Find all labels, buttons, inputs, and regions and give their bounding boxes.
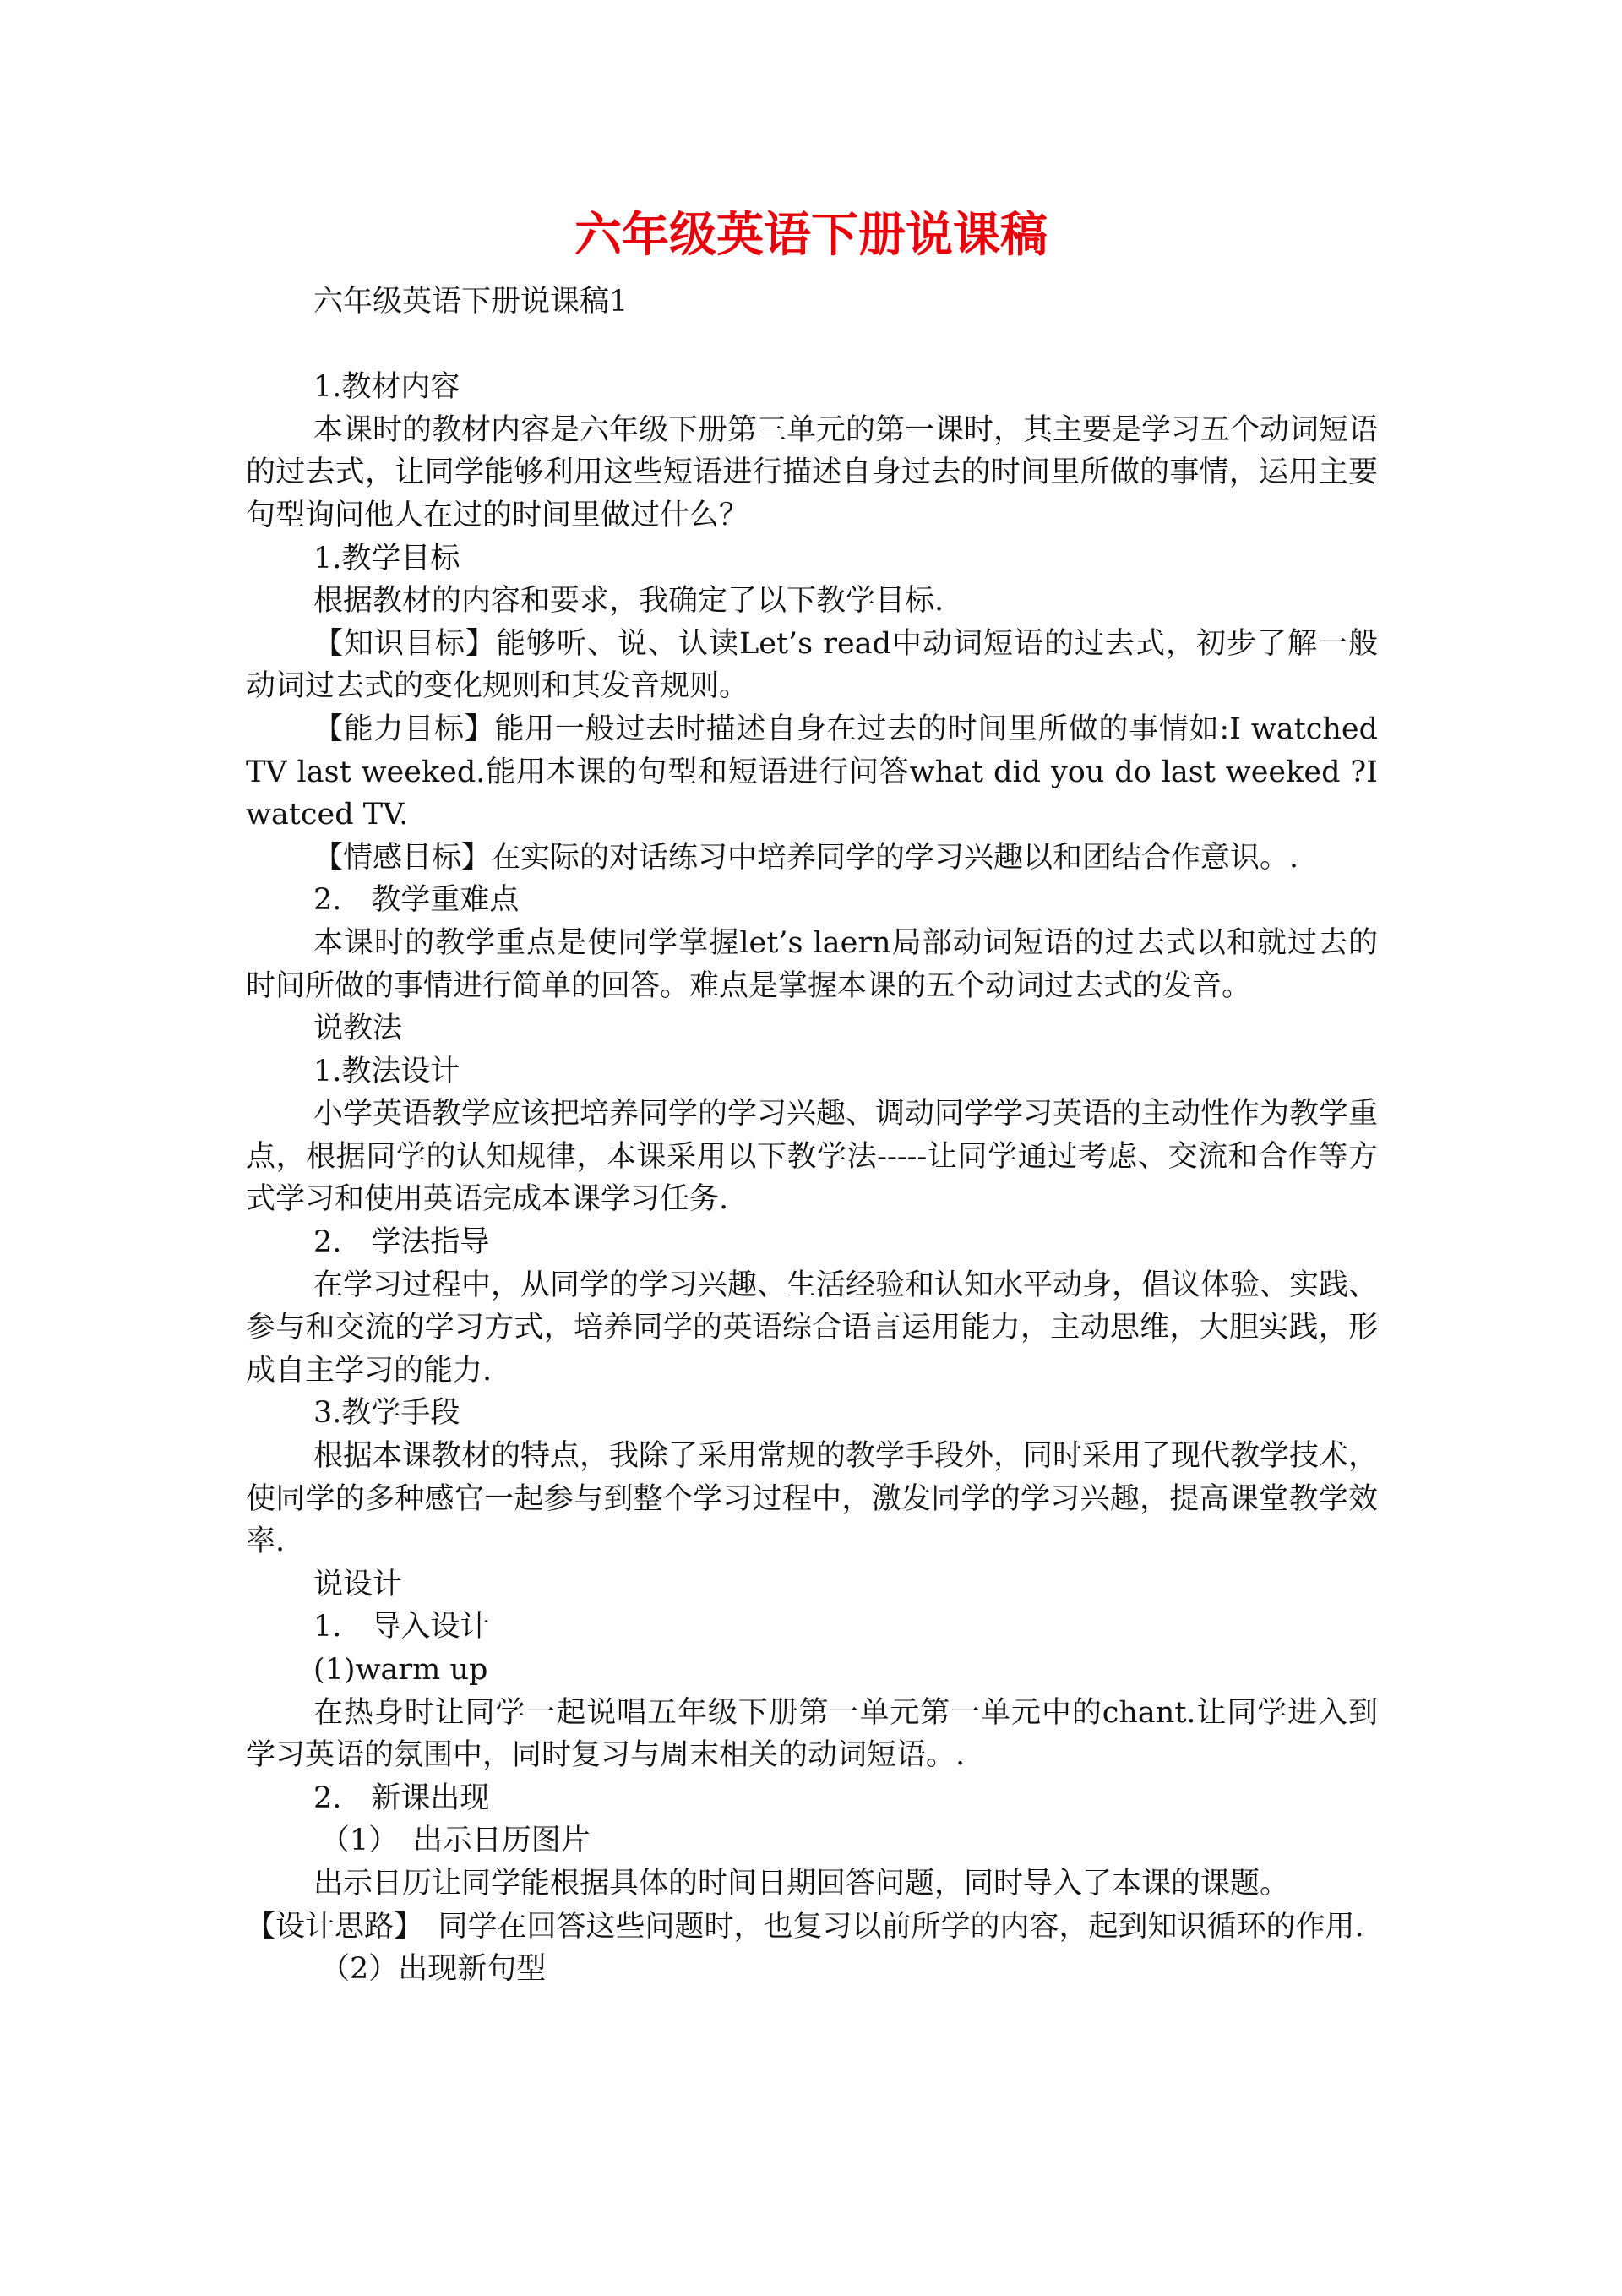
section-heading: （1） 出示日历图片 [320, 1824, 591, 1858]
section-heading: (1)warm up [313, 1653, 488, 1687]
paragraph: 根据本课教材的特点，我除了采用常规的教学手段外，同时采用了现代教学技术，使同学的多种感官一起参与到整个学习过程中，激发同学的学习兴趣，提高课堂教学效率. [246, 1439, 1379, 1559]
section-heading: 3.教学手段 [313, 1396, 460, 1431]
paragraph: 小学英语教学应该把培养同学的学习兴趣、调动同学学习英语的主动性作为教学重点，根据同学的认知规律，本课采用以下教学法-----让同学通过考虑、交流和合作等方式学习和使用英语完成本课学习任务. [246, 1097, 1379, 1217]
paragraph: 【设计思路】 同学在回答这些问题时，也复习以前所学的内容，起到知识循环的作用. [246, 1909, 1364, 1944]
section-heading: 1.教学目标 [313, 541, 460, 575]
section-heading: 2. 新课出现 [313, 1781, 490, 1815]
paragraph: 【情感目标】在实际的对话练习中培养同学的学习兴趣以和团结合作意识。. [313, 840, 1299, 875]
section-heading: 1.教法设计 [313, 1054, 460, 1088]
lesson-subtitle: 六年级英语下册说课稿1 [313, 285, 629, 319]
paragraph: 【知识目标】能够听、说、认读Let’s read中动词短语的过去式，初步了解一般动词过去式的变化规则和其发音规则。 [246, 626, 1378, 704]
section-heading: 说设计 [313, 1567, 403, 1601]
blank-line [246, 324, 1378, 367]
section-heading: 说教法 [313, 1012, 403, 1046]
paragraph: 【能力目标】能用一般过去时描述自身在过去的时间里所做的事情如:I watched TV last weeked.能用本课的句型和短语进行问答what did you do last weeked ?I watced TV. [246, 712, 1378, 832]
section-heading: 1.教材内容 [313, 370, 460, 405]
paragraph: 在学习过程中，从同学的学习兴趣、生活经验和认知水平动身，倡议体验、实践、参与和交流的学习方式，培养同学的英语综合语言运用能力，主动思维，大胆实践，形成自主学习的能力. [246, 1268, 1379, 1388]
document-body [246, 281, 1378, 1991]
paragraph: 出示日历让同学能根据具体的时间日期回答问题，同时导入了本课的课题。 [313, 1866, 1290, 1901]
paragraph: 根据教材的内容和要求，我确定了以下教学目标. [313, 584, 944, 619]
section-heading: 2. 教学重难点 [313, 883, 520, 918]
document-title: 六年级英语下册说课稿 [574, 207, 1048, 263]
section-heading: 1. 导入设计 [313, 1610, 490, 1644]
paragraph: 在热身时让同学一起说唱五年级下册第一单元第一单元中的chant.让同学进入到学习英语的氛围中，同时复习与周末相关的动词短语。. [246, 1695, 1378, 1773]
section-heading: （2）出现新句型 [320, 1952, 547, 1987]
paragraph: 本课时的教材内容是六年级下册第三单元的第一课时，其主要是学习五个动词短语的过去式，让同学能够利用这些短语进行描述自身过去的时间里所做的事情，运用主要句型询问他人在过的时间里做过什么？ [246, 412, 1379, 532]
paragraph: 本课时的教学重点是使同学掌握let’s laern局部动词短语的过去式以和就过去的时间所做的事情进行简单的回答。难点是掌握本课的五个动词过去式的发音。 [246, 925, 1378, 1003]
section-heading: 2. 学法指导 [313, 1225, 490, 1260]
